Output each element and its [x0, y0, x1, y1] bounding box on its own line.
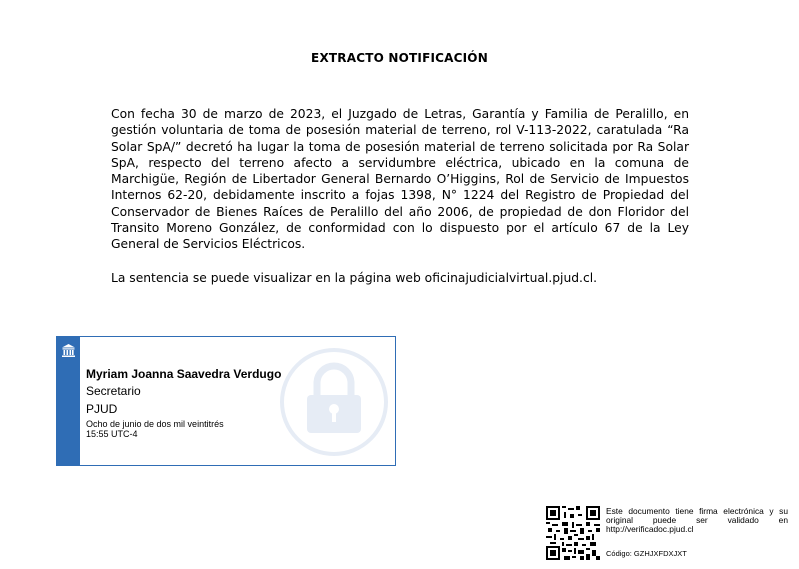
signature-side-bar — [57, 337, 80, 465]
sentence-link-paragraph: La sentencia se puede visualizar en la página web oficinajudicialvirtual.pjud.cl. — [111, 271, 598, 285]
signer-organization: PJUD — [86, 402, 118, 416]
qr-code-icon — [546, 506, 600, 560]
signature-date: Ocho de junio de dos mil veintitrés — [86, 419, 224, 429]
document-title: EXTRACTO NOTIFICACIÓN — [311, 51, 488, 65]
signer-role: Secretario — [86, 384, 141, 398]
courthouse-icon — [61, 343, 76, 358]
notification-body: Con fecha 30 de marzo de 2023, el Juzgado de Letras, Garantía y Familia de Peralillo, en gestión voluntaria de toma de posesión material de terreno, rol V-113-2022, caratulada “Ra Solar SpA/” decretó ha lugar la toma de posesión material de terreno solicitada por Ra Solar SpA, respecto del terreno afecto a servidumbre eléctrica, ubicado en la comuna de Marchigüe, Región de Libertador General Bernardo O’Higgins, Rol de Servicio de Impuestos Internos 62-20, debidamente inscrito a fojas 1398, N° 1224 del Registro de Propiedad del Conservador de Bienes Raíces de Peralillo del año 2006, de propiedad de don Floridor del Transito Moreno González, de conformidad con lo dispuesto por el artículo 67 de la Ley General de Servicios Eléctricos. — [111, 107, 689, 252]
lock-icon — [279, 347, 389, 457]
signature-timestamp — [86, 419, 224, 439]
verification-code: Código: GZHJXFDXJXT — [606, 549, 687, 558]
verification-text: Este documento tiene firma electrónica y su original puede ser validado en http://verificadoc.pjud.cl — [606, 506, 788, 535]
signature-time: 15:55 UTC-4 — [86, 429, 138, 439]
signer-name: Myriam Joanna Saavedra Verdugo — [86, 367, 282, 381]
electronic-signature-box — [56, 336, 396, 466]
